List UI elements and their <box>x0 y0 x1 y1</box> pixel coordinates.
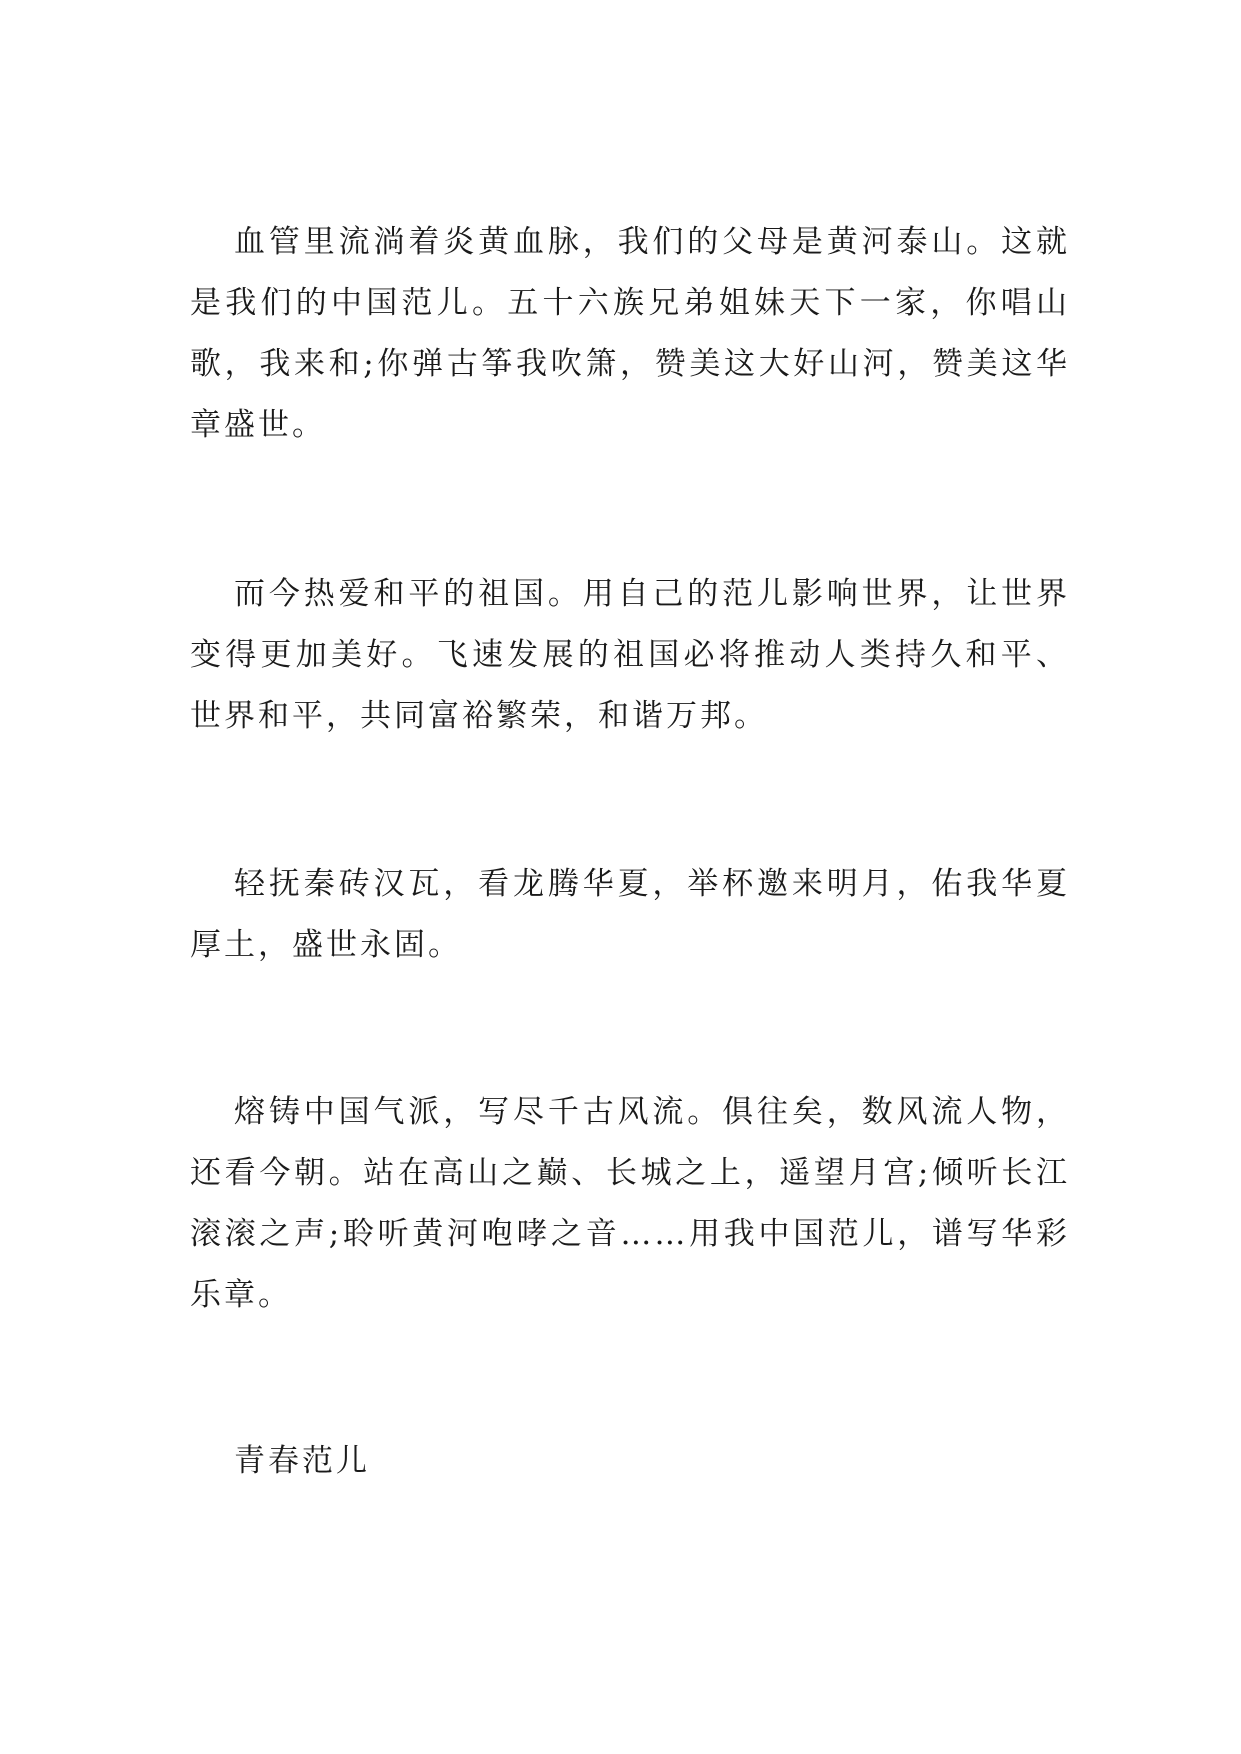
paragraph-4: 熔铸中国气派，写尽千古风流。俱往矣，数风流人物，还看今朝。站在高山之巅、长城之上，遥望月宫;倾听长江滚滚之声;聆听黄河咆哮之音……用我中国范儿，谱写华彩乐章。 <box>190 1094 1070 1313</box>
paragraph-1: 血管里流淌着炎黄血脉，我们的父母是黄河泰山。这就是我们的中国范儿。五十六族兄弟姐妹天下一家，你唱山歌，我来和;你弹古筝我吹箫，赞美这大好山河，赞美这华章盛世。 <box>190 224 1070 443</box>
paragraph-3: 轻抚秦砖汉瓦，看龙腾华夏，举杯邀来明月，佑我华夏厚土，盛世永固。 <box>190 866 1070 963</box>
section-heading: 青春范儿 <box>234 1443 370 1479</box>
paragraph-2: 而今热爱和平的祖国。用自己的范儿影响世界，让世界变得更加美好。飞速发展的祖国必将推动人类持久和平、世界和平，共同富裕繁荣，和谐万邦。 <box>190 576 1070 734</box>
